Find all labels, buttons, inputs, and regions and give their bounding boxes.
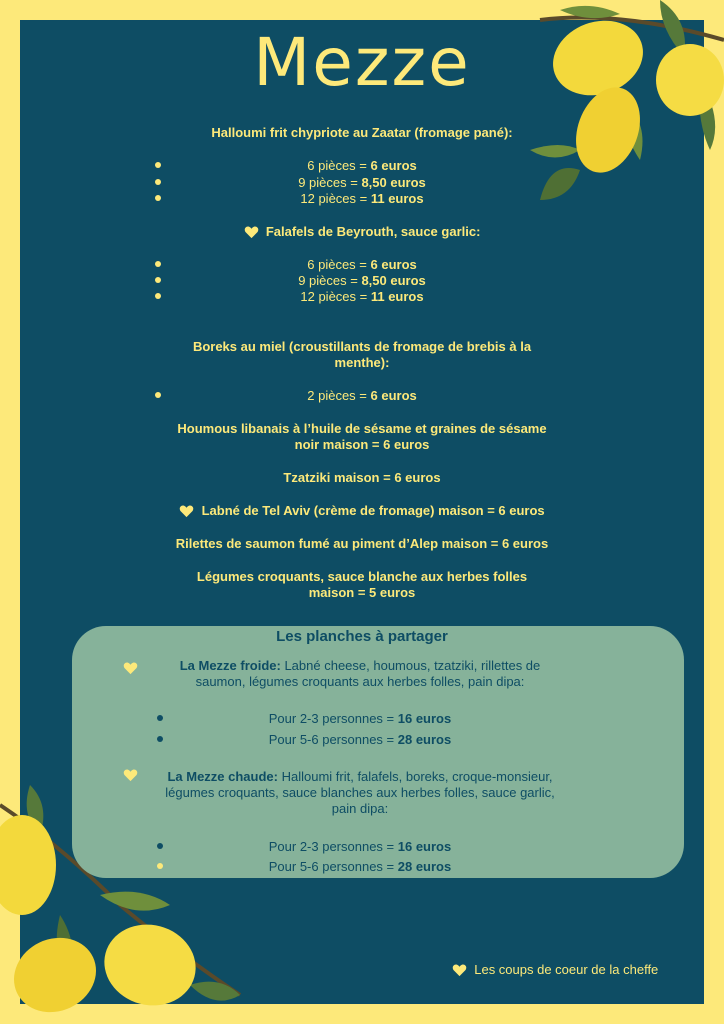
tzatziki-line: Tzatziki maison = 6 euros — [283, 470, 441, 485]
planches-title: Les planches à partager — [276, 628, 448, 645]
mezze-froide-desc-line2: saumon, légumes croquants aux herbes folles, pain dipa: — [195, 674, 525, 689]
heart-icon — [179, 505, 194, 518]
falafels-item-1: 6 pièces = 6 euros — [307, 257, 417, 272]
heart-icon — [244, 226, 259, 239]
mezze-chaude-desc-line2: légumes croquants, sauce blanches aux herbes folles, sauce garlic, — [165, 785, 555, 800]
boreks-title-line2: menthe): — [334, 355, 390, 370]
boreks-item-1: 2 pièces = 6 euros — [307, 388, 417, 403]
halloumi-item-2: 9 pièces = 8,50 euros — [298, 175, 426, 190]
page-title: Mezze — [253, 24, 471, 101]
boreks-title-line1: Boreks au miel (croustillants de fromage de brebis à la — [192, 339, 532, 354]
mezze-froide-item-2: Pour 5-6 personnes = 28 euros — [268, 732, 452, 747]
halloumi-title: Halloumi frit chypriote au Zaatar (fromage pané): — [211, 125, 513, 140]
mezze-chaude-item-1: Pour 2-3 personnes = 16 euros — [268, 839, 452, 854]
mezze-froide-item-1: Pour 2-3 personnes = 16 euros — [268, 711, 452, 726]
halloumi-item-3: 12 pièces = 11 euros — [300, 191, 424, 206]
heart-icon — [123, 662, 138, 675]
houmous-line2: noir maison = 6 euros — [294, 437, 430, 452]
legumes-line2: maison = 5 euros — [308, 585, 416, 600]
falafels-title: Falafels de Beyrouth, sauce garlic: — [0, 224, 724, 240]
heart-icon — [123, 769, 138, 782]
mezze-chaude-desc-line3: pain dipa: — [331, 801, 389, 816]
halloumi-item-1: 6 pièces = 6 euros — [307, 158, 417, 173]
heart-icon — [452, 964, 467, 977]
labne-line: Labné de Tel Aviv (crème de fromage) maison = 6 euros — [0, 503, 724, 519]
houmous-line1: Houmous libanais à l’huile de sésame et graines de sésame — [177, 421, 547, 436]
falafels-item-3: 12 pièces = 11 euros — [300, 289, 424, 304]
mezze-froide-desc-line1: La Mezze froide: Labné cheese, houmous, tzatziki, rillettes de — [179, 658, 541, 673]
favorites-legend: Les coups de coeur de la cheffe — [452, 962, 658, 977]
mezze-chaude-desc-line1: La Mezze chaude: Halloumi frit, falafels, boreks, croque-monsieur, — [167, 769, 553, 784]
rilettes-line: Rilettes de saumon fumé au piment d’Alep maison = 6 euros — [175, 536, 549, 551]
legumes-line1: Légumes croquants, sauce blanche aux herbes folles — [196, 569, 528, 584]
mezze-chaude-item-2: Pour 5-6 personnes = 28 euros — [268, 859, 452, 874]
falafels-item-2: 9 pièces = 8,50 euros — [298, 273, 426, 288]
